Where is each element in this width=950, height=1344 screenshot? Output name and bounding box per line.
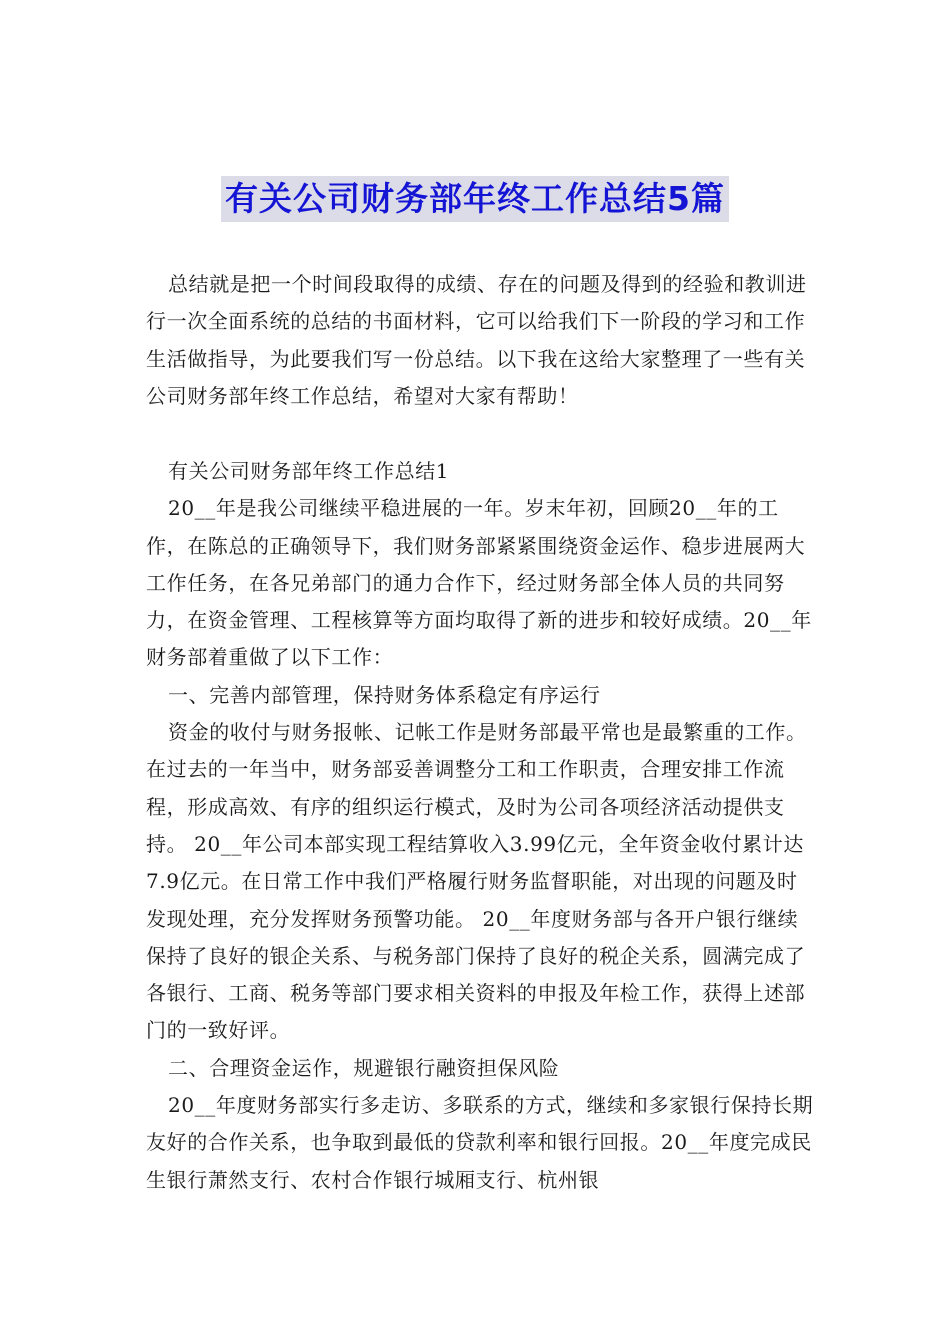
subheading: 二、合理资金运作，规避银行融资担保风险: [168, 1055, 560, 1080]
body-paragraph: 资金的收付与财务报帐、记帐工作是财务部最平常也是最繁重的工作。在过去的一年当中，财务部妥善调整分工和工作职责，合理安排工作流程，形成高效、有序的组织运行模式，及时为公司各项经济活动提供支持。 20__年公司本部实现工程结算收入3.99亿元，全年资金收付累计达7.9亿元。在日常工作中我们严格履行财务监督职能，对出现的问题及时发现处理，充分发挥财务预警功能。 20__年度财务部与各开户银行继续保持了良好的银企关系、与税务部门保持了良好的税企关系，圆满完成了各银行、工商、税务等部门要求相关资料的申报及年检工作，获得上述部门的一致好评。: [146, 720, 807, 1043]
title-container: [0, 176, 950, 222]
subheading: 一、完善内部管理，保持财务体系稳定有序运行: [168, 682, 601, 707]
intro-paragraph: 总结就是把一个时间段取得的成绩、存在的问题及得到的经验和教训进行一次全面系统的总结的书面材料，它可以给我们下一阶段的学习和工作生活做指导，为此要我们写一份总结。以下我在这给大家整理了一些有关公司财务部年终工作总结，希望对大家有帮助！: [146, 272, 807, 408]
main-content: [146, 453, 818, 1199]
document-title: 有关公司财务部年终工作总结5篇: [221, 176, 729, 222]
body-paragraph: 20__年是我公司继续平稳进展的一年。岁末年初，回顾20__年的工作，在陈总的正确领导下，我们财务部紧紧围绕资金运作、稳步进展两大工作任务，在各兄弟部门的通力合作下，经过财务部全体人员的共同努力，在资金管理、工程核算等方面均取得了新的进步和较好成绩。20__年财务部着重做了以下工作：: [146, 496, 812, 670]
body-paragraph: 20__年度财务部实行多走访、多联系的方式，继续和多家银行保持长期友好的合作关系，也争取到最低的贷款利率和银行回报。20__年度完成民生银行萧然支行、农村合作银行城厢支行、杭州银: [146, 1093, 814, 1192]
intro-block: [146, 266, 818, 415]
section-heading: 有关公司财务部年终工作总结1: [168, 459, 450, 483]
